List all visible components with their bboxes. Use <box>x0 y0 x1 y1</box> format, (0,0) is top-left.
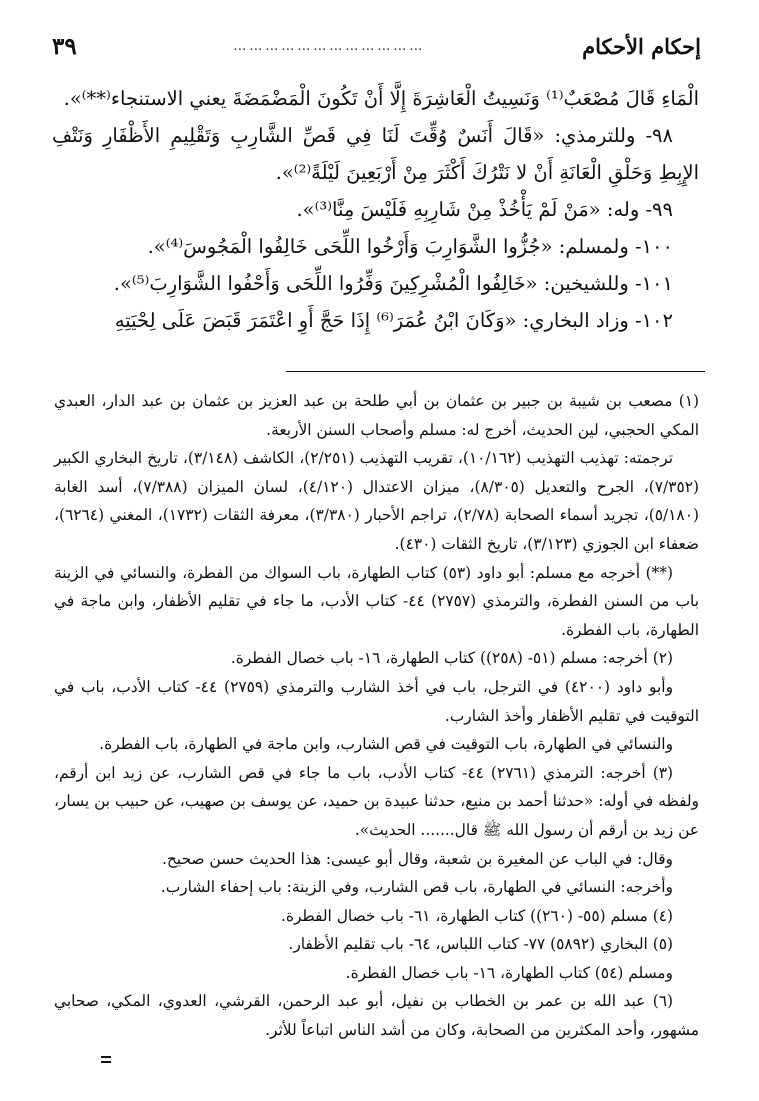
footnote-6: (٦) عبد الله بن عمر بن الخطاب بن نفيل، أبو عبد الرحمن، القرشي، العدوي، المكي، صحابي مشهور، وأحد المكثرين من الصحابة، وكان من أشد الناس اتباعاً للأثر. <box>54 992 699 1040</box>
footnote-2: (٢) أخرجه: مسلم (٥١- (٢٥٨)) كتاب الطهارة، ١٦- باب خصال الفطرة. <box>230 649 673 668</box>
footnote-separator <box>286 371 705 372</box>
continuation-mark <box>101 1056 111 1063</box>
header-leader-dots: ……………………………… <box>233 38 426 54</box>
footnote-2-cont-b: والنسائي في الطهارة، باب التوقيت في قص الشارب، وابن ماجة في الطهارة، باب الفطرة. <box>99 735 673 754</box>
footnote-star: (**) أخرجه مع مسلم: أبو داود (٥٣) كتاب الطهارة، باب السواك من الفطرة، والنسائي في الزينة باب من السنن الفطرة، والترمذي (٢٧٥٧) ٤٤- كتاب الأدب، ما جاء في تقليم الأظفار، وابن ماجة في الطهارة، باب الفطرة. <box>54 563 700 639</box>
footnote-5-cont: ومسلم (٥٤) كتاب الطهارة، ١٦- باب خصال الفطرة. <box>345 963 673 982</box>
footnote-1: (١) مصعب بن شيبة بن جبير بن عثمان بن أبي طلحة بن عبد العزيز بن عثمان بن عبد الدار، العبدي المكي الحجبي، لين الحديث، أخرج له: مسلم وأصحاب السنن الأربعة. <box>54 392 699 439</box>
footnotes <box>54 387 699 1045</box>
hadith-100: ١٠٠- ولمسلم: «جُزُّوا الشَّوَارِبَ وَأَرْخُوا اللِّحَى خَالِفُوا الْمَجُوسَ⁽⁴⁾». <box>147 235 673 258</box>
main-text <box>52 80 699 339</box>
footnote-3-cont-b: وأخرجه: النسائي في الطهارة، باب قص الشارب، وفي الزينة: باب إحفاء الشارب. <box>160 878 673 897</box>
footnote-3-cont-a: وقال: في الباب عن المغيرة بن شعبة، وقال أبو عيسى: هذا الحديث حسن صحيح. <box>161 849 673 868</box>
hadith-99: ٩٩- وله: «مَنْ لَمْ يَأْخُذْ مِنْ شَارِبِهِ فَلَيْسَ مِنَّا⁽³⁾». <box>296 198 673 221</box>
footnote-5: (٥) البخاري (٥٨٩٢) ٧٧- كتاب اللباس، ٦٤- باب تقليم الأظفار. <box>288 935 673 954</box>
footnote-4: (٤) مسلم (٥٥- (٢٦٠)) كتاب الطهارة، ٦١- باب خصال الفطرة. <box>280 906 673 925</box>
footnote-3: (٣) أخرجه: الترمذي (٢٧٦١) ٤٤- كتاب الأدب، باب ما جاء في قص الشارب، عن زيد ابن أرقم، ولفظه في أوله: «حدثنا أحمد بن منيع، حدثنا عبيدة بن حميد، عن يوسف بن صهيب، عن حبيب بن يسار، عن زيد بن أرقم أن رسول الله ﷺ قال....... الحديث». <box>54 763 699 839</box>
page-number: ٣٩ <box>52 32 77 60</box>
hadith-101: ١٠١- وللشيخين: «خَالِفُوا الْمُشْرِكِينَ وَفِّرُوا اللِّحَى وَأَحْفُوا الشَّوَارِبَ⁽⁵⁾». <box>113 272 673 295</box>
hadith-102: ١٠٢- وزاد البخاري: «وَكَانَ ابْنُ عُمَرَ⁽⁶⁾ إِذَا حَجَّ أَوِ اعْتَمَرَ قَبَضَ عَلَى لِحْيَتِهِ <box>114 309 673 332</box>
hadith-98: ٩٨- وللترمذي: «قَالَ أَنَسٌ وُقِّتَ لَنَا فِي قَصِّ الشَّارِبِ وَتَقْلِيمِ الأَظْفَارِ وَنَتْفِ الإِبِطِ وَحَلْقِ الْعَانَةِ أَنْ لا نَتْرُكَ أَكْثَرَ مِنْ أَرْبَعِينَ لَيْلَةً⁽²⁾». <box>52 124 699 184</box>
running-title: إحكام الأحكام <box>582 33 701 59</box>
footnote-2-cont-a: وأبو داود (٤٢٠٠) في الترجل، باب في أخذ الشارب والترمذي (٢٧٥٩) ٤٤- كتاب الأدب، باب في التوقيت في تقليم الأظفار وأخذ الشارب. <box>54 677 699 725</box>
footnote-1-biography: ترجمته: تهذيب التهذيب (١٠/١٦٢)، تقريب التهذيب (٢/٢٥١)، الكاشف (٣/١٤٨)، تاريخ البخاري الكبير (٧/٣٥٢)، الجرح والتعديل (٨/٣٠٥)، ميزان الاعتدال (٤/١٢٠)، لسان الميزان (٧/٣٨٨)، أسد الغابة (٥/١٨٠)، تجريد أسماء الصحابة (٢/٧٨)، تراجم الأحبار (٣/٣٨٠)، معرفة الثقات (١٧٣٢)، المغني (٦٢٦٤)، ضعفاء ابن الجوزي (٣/١٢٣)، تاريخ الثقات (٤٣٠). <box>54 449 700 553</box>
page-header <box>52 30 701 62</box>
main-paragraph: الْمَاءِ قَالَ مُصْعَبٌ⁽¹⁾ وَنَسِيتُ الْعَاشِرَةَ إِلَّا أَنْ تَكُونَ الْمَضْمَضَةَ يعني الاستنجاء⁽**⁾». <box>63 87 699 110</box>
